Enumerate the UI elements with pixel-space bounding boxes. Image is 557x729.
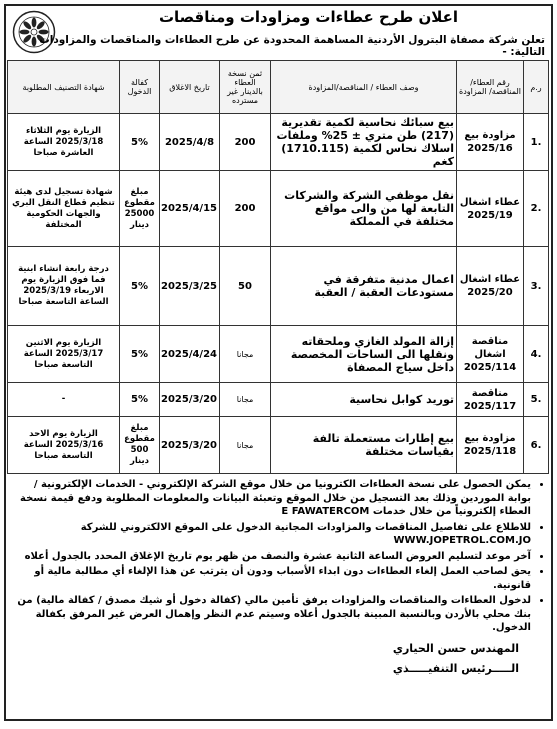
- row-price: مجانا: [220, 326, 271, 383]
- row-bond: مبلغ مقطوع 500 دينار: [120, 417, 160, 474]
- table-row: [8, 326, 549, 383]
- row-closing-date: 2025/3/20: [160, 417, 220, 474]
- signatory-name: المهندس حسن الحياري: [392, 641, 519, 655]
- announcement-header: [6, 6, 551, 60]
- row-description: نقل موظفي الشركة والشركات التابعة لها من والى مواقع مختلفة في المملكة: [271, 171, 457, 247]
- row-closing-date: 2025/3/20: [160, 383, 220, 417]
- row-price: 50: [220, 247, 271, 326]
- row-closing-date: 2025/4/8: [160, 114, 220, 171]
- column-header-bond: كفالة الدخول: [120, 61, 160, 114]
- row-closing-date: 2025/3/25: [160, 247, 220, 326]
- column-header-closing-date: تاريخ الاغلاق: [160, 61, 220, 114]
- row-reference: مزاودة بيع 2025/118: [457, 417, 524, 474]
- row-bond: مبلغ مقطوع 25000 دينار: [120, 171, 160, 247]
- row-bond: 5%: [120, 383, 160, 417]
- table-row: [8, 247, 549, 326]
- signatory-role: الـــــرئيس التنفيـــــذي: [392, 661, 519, 675]
- signature-block: [12, 639, 519, 679]
- row-serial: .1: [524, 114, 549, 171]
- announcement-title: اعلان طرح عطاءات ومزاودات ومناقصات: [158, 8, 459, 26]
- column-header-serial: ر.م: [524, 61, 549, 114]
- row-reference: مناقصة اشغال 2025/114: [457, 326, 524, 383]
- row-serial: .4: [524, 326, 549, 383]
- table-header-row: [8, 61, 549, 114]
- row-serial: .3: [524, 247, 549, 326]
- row-description: بيع سبائك نحاسية لكمية تقديرية (217) طن متري ± 25% وملفات اسلاك نحاس لكمية (1710.115) كغم: [271, 114, 457, 171]
- row-reference: مزاودة بيع 2025/16: [457, 114, 524, 171]
- column-header-description: وصف العطاء / المناقصة/المزاودة: [271, 61, 457, 114]
- row-reference: عطاء اشغال 2025/20: [457, 247, 524, 326]
- row-certificate: درجة رابعة انشاء ابنية فما فوق الزيارة يوم الاربعاء 2025/3/19 الساعة التاسعة صباحا: [8, 247, 120, 326]
- row-description: اعمال مدنية متفرقة في مستودعات العقبة / العقبة: [271, 247, 457, 326]
- note-item: • يحق لصاحب العمل إلغاء العطاءات دون ابداء الأسباب ودون أن يترتب عن هذا الإلغاء أي مطالبة مالية أو قانونية.: [12, 565, 531, 592]
- tenders-table: [7, 60, 549, 474]
- row-reference: عطاء اشغال 2025/19: [457, 171, 524, 247]
- column-header-reference: رقم العطاء/ المناقصة/ المزاودة: [457, 61, 524, 114]
- note-item: • لدخول العطاءات والمناقصات والمزاودات يرفق تأمين مالي (كفالة دخول أو شيك مصدق / كفالة مالية) من بنك محلي بالأردن وبالنسبة المبينة بالجدول أعلاه وسيتم عدم النظر وإهمال العرض غير المرفق بكفالة الدخول.: [12, 594, 531, 635]
- row-bond: 5%: [120, 247, 160, 326]
- tender-announcement: [4, 4, 553, 721]
- table-row: [8, 417, 549, 474]
- row-description: إزالة المولد الغازي وملحقاته ونقلها الى الساحات المخصصة داخل سياج المصفاة: [271, 326, 457, 383]
- note-item: • يمكن الحصول على نسخة العطاءات الكترونيا من خلال موقع الشركة الإلكتروني - الخدمات الإلكترونية / بوابة الموردين وذلك بعد التسجيل من خلال الموقع وتعبئة البيانات والمعلومات المطلوبة ودفع قيمة نسخة العطاء إلكترونياً من خلال خدمات E FAWATERCOM: [12, 478, 531, 519]
- row-price: مجانا: [220, 383, 271, 417]
- row-closing-date: 2025/4/24: [160, 326, 220, 383]
- note-item: • للاطلاع على تفاصيل المناقصات والمزاودات المجانية الدخول على الموقع الالكتروني للشركة WWW.JOPETROL.COM.JO: [12, 521, 531, 548]
- row-bond: 5%: [120, 114, 160, 171]
- column-header-certificate: شهادة التصنيف المطلوبة: [8, 61, 120, 114]
- row-price: 200: [220, 114, 271, 171]
- table-row: [8, 114, 549, 171]
- notes-list: [12, 478, 543, 635]
- row-closing-date: 2025/4/15: [160, 171, 220, 247]
- notes-section: [6, 474, 551, 679]
- row-certificate: الزيارة يوم الاثنين 2025/3/17 الساعة التاسعة صباحا: [8, 326, 120, 383]
- row-certificate: الزيارة يوم الاحد 2025/3/16 الساعة التاسعة صباحا: [8, 417, 120, 474]
- row-description: توريد كوابل نحاسية: [271, 383, 457, 417]
- row-serial: .6: [524, 417, 549, 474]
- row-reference: مناقصة 2025/117: [457, 383, 524, 417]
- row-bond: 5%: [120, 326, 160, 383]
- row-certificate: شهادة تسجيل لدى هيئة تنظيم قطاع النقل البري والجهات الحكومية المختلفة: [8, 171, 120, 247]
- row-price: 200: [220, 171, 271, 247]
- row-serial: .2: [524, 171, 549, 247]
- column-header-price: ثمن نسخة العطاء بالدينار غير مسترده: [220, 61, 271, 114]
- row-certificate: -: [8, 383, 120, 417]
- row-serial: .5: [524, 383, 549, 417]
- announcement-intro: تعلن شركة مصفاة البترول الأردنية المساهمة المحدودة عن طرح العطاءات والمناقصات والمزاودات التالية: -: [39, 34, 545, 58]
- note-item: • آخر موعد لتسليم العروض الساعة الثانية عشرة والنصف من ظهر يوم تاريخ الإغلاق المحدد بالجدول أعلاه: [12, 550, 531, 564]
- row-description: بيع إطارات مستعملة تالفة بقياسات مختلفة: [271, 417, 457, 474]
- row-certificate: الزيارة يوم الثلاثاء 2025/3/18 الساعة العاشرة صباحا: [8, 114, 120, 171]
- table-row: [8, 171, 549, 247]
- table-row: [8, 383, 549, 417]
- row-price: مجانا: [220, 417, 271, 474]
